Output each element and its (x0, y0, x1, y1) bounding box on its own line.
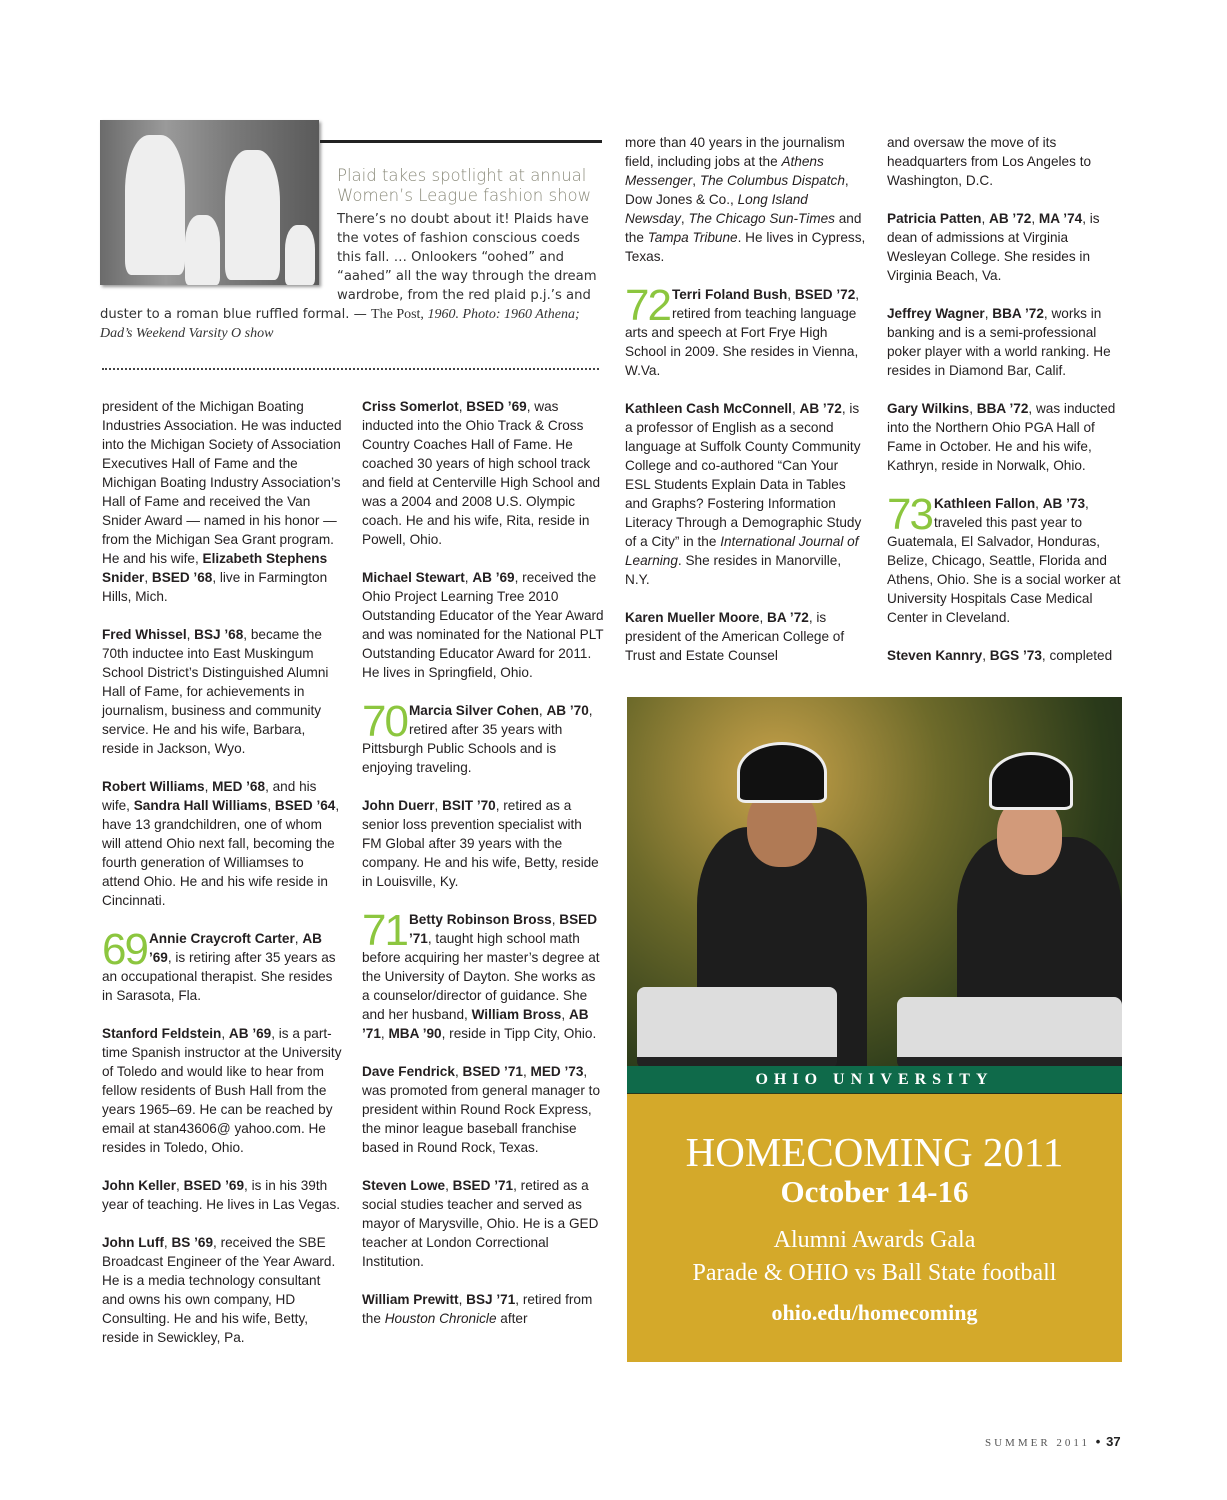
ad-line-gala: Alumni Awards Gala (773, 1227, 976, 1253)
note-text: , (267, 798, 275, 813)
alumnus-name: Steven Kannry (887, 648, 983, 663)
alumnus-name: Marcia Silver Cohen (408, 703, 539, 718)
sidebar-source: The Post, (371, 307, 424, 322)
alumnus-name: Fred Whissel (102, 627, 187, 642)
note-text: , (982, 648, 990, 663)
ad-line-parade: Parade & OHIO vs Ball State football (692, 1260, 1057, 1286)
publication-title: Long Island Newsday (625, 192, 808, 226)
class-year-marker: 71 (362, 906, 407, 955)
note-text: , is in his 39th year of teaching. He lives in Las Vegas. (102, 1178, 341, 1212)
class-note (625, 281, 867, 380)
note-text: , (294, 931, 303, 946)
note-text: , (176, 1178, 184, 1193)
note-text: , (561, 1007, 569, 1022)
note-text: and oversaw the move of its headquarters from Los Angeles to Washington, D.C. (887, 135, 1092, 188)
note-text: , traveled this past year to Guatemala, El Salvador, Honduras, Belize, Chicago, Seattle, Florida and Athens, Ohio. She is a social worker at University Hospitals Case Medical Center in Cleveland. (887, 496, 1121, 625)
note-text: , (787, 287, 795, 302)
class-note (102, 1233, 344, 1347)
alumnus-name: AB ’71 (362, 1007, 589, 1041)
class-note (887, 399, 1127, 475)
note-text: , retired from the (362, 1292, 593, 1326)
note-text: , (163, 1235, 172, 1250)
note-text: , retired from teaching language arts and speech at Fort Frye High School in 2009. She resides in Vienna, W.Va. (625, 287, 860, 378)
class-note (887, 490, 1127, 627)
photo-credit: 1960. Photo: 1960 Athena; Dad’s Weekend Varsity O show (100, 307, 580, 341)
publication-title: Tampa Tribune (647, 230, 738, 245)
marching-band-photo (627, 697, 1122, 1094)
note-text: , (692, 173, 700, 188)
alumnus-name: BSED ’69 (183, 1178, 245, 1193)
class-note (625, 399, 867, 589)
note-text: , (551, 912, 560, 927)
note-text: , (144, 570, 152, 585)
page-folio (985, 1434, 1121, 1449)
note-text: , (186, 627, 195, 642)
dotted-divider (102, 368, 599, 370)
alumnus-name: William Bross (471, 1007, 562, 1022)
note-text: . She resides in Manorville, N.Y. (625, 553, 842, 587)
alumnus-name: John Luff (102, 1235, 164, 1250)
alumnus-name: AB ’69 (472, 570, 515, 585)
alumnus-name: BSED ’71 (462, 1064, 523, 1079)
note-text: more than 40 years in the journalism field, including jobs at the (625, 135, 845, 169)
sidebar-headline: Plaid takes spotlight at annual Women’s League fashion show (337, 166, 592, 205)
class-note (362, 697, 604, 777)
note-text: , taught high school math before acquiring her master’s degree at the University of Dayton. She works as a counselor/director of guidance. She and her husband, (362, 931, 600, 1022)
note-text: and the (625, 211, 862, 245)
note-text: , works in banking and is a semi-professional poker player with a world ranking. He resides in Diamond Bar, Calif. (887, 306, 1111, 378)
class-year-marker: 72 (625, 281, 670, 330)
sidebar-body (100, 210, 600, 343)
column-1 (102, 397, 344, 1366)
alumnus-name: BSED ’64 (274, 798, 336, 813)
note-text: , is president of the American College of Trust and Estate Counsel (625, 610, 845, 663)
note-text: , (680, 211, 689, 226)
class-note (887, 304, 1127, 380)
sidebar-text: There’s no doubt about it! Plaids have the votes of fashion conscious coeds this fall. … Onlookers “oohed” and “aahed” all the way through the dream wardrobe, from the red plaid p.j.’s and duster to a roman blue ruffled formal. — (100, 212, 597, 322)
alumnus-name: AB ’70 (546, 703, 589, 718)
alumnus-name: Karen Mueller Moore (625, 610, 760, 625)
note-text: , completed (1041, 648, 1113, 663)
alumnus-name: BSED ’71 (408, 912, 598, 946)
note-text: , (981, 211, 990, 226)
note-text: , (458, 399, 467, 414)
publication-title: International Journal of Learning (625, 534, 859, 568)
alumnus-name: Steven Lowe (362, 1178, 446, 1193)
alumnus-name: BS ’69 (171, 1235, 214, 1250)
note-text: , (969, 401, 977, 416)
note-text: president of the Michigan Boating Industries Association. He was inducted into the Michigan Society of Association Executives Hall of Fame and the Michigan Boating Industry Association’s Hall of Fame and received the Van Snider Award — named in his honor — from the Michigan Sea Grant program. He and his wife, (102, 399, 342, 566)
alumnus-name: Kathleen Fallon (933, 496, 1036, 511)
note-text: , is a part-time Spanish instructor at the University of Toledo and would like to hear from fellow residents of Bush Hall from the years 1965–69. He can be reached by email at stan43606@ yahoo.com. He resides in Toledo, Ohio. (102, 1026, 342, 1155)
ohio-university-band: OHIO UNIVERSITY (627, 1066, 1122, 1093)
note-text: , became the 70th inductee into East Muskingum School District’s Distinguished Alumni Hall of Fame, for achievements in journalism, business and community service. He and his wife, Barbara, reside in Jackson, Wyo. (102, 627, 329, 756)
alumnus-name: BSED ’69 (466, 399, 527, 414)
alumnus-name: BSED ’72 (794, 287, 856, 302)
class-note (887, 209, 1127, 285)
sidebar-rule (320, 140, 602, 143)
note-text: , (464, 570, 473, 585)
class-note (102, 1176, 344, 1214)
class-note (102, 925, 344, 1005)
class-year-marker: 69 (102, 925, 147, 974)
publication-title: Athens Messenger (625, 154, 824, 188)
alumnus-name: Sandra Hall Williams (133, 798, 268, 813)
class-note (102, 397, 344, 606)
note-text: , (434, 798, 443, 813)
class-note (887, 646, 1127, 665)
note-text: , (984, 306, 993, 321)
note-text: , reside in Tipp City, Ohio. (441, 1026, 597, 1041)
note-text: , (1031, 211, 1039, 226)
note-text: , was inducted into the Northern Ohio PGA Hall of Fame in October. He and his wife, Kathryn, reside in Norwalk, Ohio. (887, 401, 1116, 473)
alumnus-name: Annie Craycroft Carter (148, 931, 295, 946)
note-text: . He lives in Cypress, Texas. (625, 230, 866, 264)
alumnus-name: William Prewitt (362, 1292, 459, 1307)
alumnus-name: AB ’69 (148, 931, 322, 965)
note-text: , (445, 1178, 453, 1193)
note-text: , retired as a social studies teacher and served as mayor of Marysville, Ohio. He is a GED teacher at London Correctional Institution. (362, 1178, 599, 1269)
note-text: after (496, 1311, 528, 1326)
note-text: , have 13 grandchildren, one of whom will attend Ohio next fall, becoming the fourth generation of Williamses to attend Ohio. He and his wife reside in Cincinnati. (102, 798, 340, 908)
alumnus-name: Gary Wilkins (887, 401, 970, 416)
note-text: , (221, 1026, 229, 1041)
alumnus-name: Dave Fendrick (362, 1064, 455, 1079)
alumnus-name: AB ’69 (228, 1026, 272, 1041)
note-text: , (454, 1064, 463, 1079)
note-text: , (204, 779, 213, 794)
alumnus-name: MBA ’90 (388, 1026, 442, 1041)
note-text: , is a professor of English as a second language at Suffolk County Community College and co-authored “Can Your ESL Students Explain Data in Tables and Graphs? Fostering Information Literacy Through a Demographic Study of a City” in the (625, 401, 862, 549)
alumnus-name: Jeffrey Wagner (887, 306, 985, 321)
issue-label: SUMMER 2011 (985, 1437, 1091, 1449)
alumnus-name: Criss Somerlot (362, 399, 459, 414)
publication-title: The Chicago Sun-Times (688, 211, 835, 226)
class-year-marker: 70 (362, 697, 407, 746)
note-text: , was inducted into the Ohio Track & Cross Country Coaches Hall of Fame. He coached 30 years of high school track and field at Centerville High School and was a 2004 and 2008 U.S. Olympic coach. He and his wife, Rita, reside in Powell, Ohio. (362, 399, 601, 547)
note-text: , (458, 1292, 467, 1307)
folio-bullet: • (1095, 1434, 1101, 1449)
note-text: , (1035, 496, 1043, 511)
note-text: , (522, 1064, 531, 1079)
note-text: , retired as a senior loss prevention specialist with FM Global after 39 years with the company. He and his wife, Betty, reside in Louisville, Ky. (362, 798, 599, 889)
alumnus-name: BGS ’73 (989, 648, 1042, 663)
alumnus-name: BSED ’71 (452, 1178, 514, 1193)
alumnus-name: Betty Robinson Bross (408, 912, 552, 927)
class-note (102, 1024, 344, 1157)
alumnus-name: Patricia Patten (887, 211, 982, 226)
class-note (362, 796, 604, 891)
alumnus-name: AB ’73 (1042, 496, 1086, 511)
column-3 (625, 133, 867, 684)
class-note (362, 1290, 604, 1328)
note-text: , was promoted from general manager to president within Round Rock Express, the minor league baseball franchise based in Round Rock, Texas. (362, 1064, 601, 1155)
note-text: , (538, 703, 547, 718)
alumnus-name: BBA ’72 (992, 306, 1044, 321)
column-2 (362, 397, 604, 1347)
alumnus-name: MA ’74 (1038, 211, 1083, 226)
note-text: , received the SBE Broadcast Engineer of the Year Award. He is a media technology consultant and owns his own company, HD Consulting. He and his wife, Betty, reside in Sewickley, Pa. (102, 1235, 336, 1345)
note-text: , (380, 1026, 389, 1041)
class-note (625, 608, 867, 665)
note-text: , retired after 35 years with Pittsburgh Public Schools and is enjoying traveling. (362, 703, 593, 775)
note-text: , (759, 610, 768, 625)
homecoming-ad (627, 697, 1122, 1362)
note-text: , received the Ohio Project Learning Tree 2010 Outstanding Educator of the Year Award and was nominated for the National PLT Outstanding Educator Award for 2011. He lives in Springfield, Ohio. (362, 570, 604, 680)
note-text: , is retiring after 35 years as an occupational therapist. She resides in Sarasota, Fla. (102, 950, 336, 1003)
alumnus-name: BBA ’72 (976, 401, 1029, 416)
alumnus-name: John Keller (102, 1178, 177, 1193)
ad-url-link[interactable]: ohio.edu/homecoming (771, 1300, 978, 1325)
ad-gold-panel (627, 1094, 1122, 1362)
class-note (102, 777, 344, 910)
alumnus-name: BSIT ’70 (442, 798, 496, 813)
alumnus-name: BSED ’68 (151, 570, 213, 585)
page-number: 37 (1106, 1434, 1121, 1449)
ad-title: HOMECOMING 2011 (685, 1129, 1064, 1175)
class-note (362, 906, 604, 1043)
publication-title: Houston Chronicle (384, 1311, 497, 1326)
column-4 (887, 133, 1127, 684)
class-note (887, 133, 1127, 190)
class-note (362, 1062, 604, 1157)
alumnus-name: Elizabeth Stephens Snider (102, 551, 328, 585)
note-text: , (791, 401, 800, 416)
alumnus-name: Stanford Feldstein (102, 1026, 222, 1041)
class-note (102, 625, 344, 758)
alumnus-name: Kathleen Cash McConnell (625, 401, 792, 416)
note-text: , Dow Jones & Co., (625, 173, 849, 207)
note-text: , live in Farmington Hills, Mich. (102, 570, 328, 604)
class-note (625, 133, 867, 266)
alumnus-name: Robert Williams (102, 779, 205, 794)
alumnus-name: BSJ ’71 (466, 1292, 516, 1307)
alumnus-name: BA ’72 (767, 610, 809, 625)
ad-date: October 14-16 (780, 1174, 969, 1209)
note-text: , is dean of admissions at Virginia Wesleyan College. She resides in Virginia Beach, Va. (887, 211, 1100, 283)
alumnus-name: Michael Stewart (362, 570, 465, 585)
alumnus-name: AB ’72 (989, 211, 1032, 226)
alumnus-name: MED ’68 (212, 779, 266, 794)
note-text: , and his wife, (102, 779, 317, 813)
class-note (362, 568, 604, 682)
class-note (362, 1176, 604, 1271)
publication-title: The Columbus Dispatch (699, 173, 845, 188)
class-year-marker: 73 (887, 490, 932, 539)
alumnus-name: Terri Foland Bush (671, 287, 788, 302)
class-note (362, 397, 604, 549)
alumnus-name: John Duerr (362, 798, 435, 813)
alumnus-name: MED ’73 (530, 1064, 584, 1079)
alumnus-name: BSJ ’68 (194, 627, 244, 642)
alumnus-name: AB ’72 (799, 401, 842, 416)
